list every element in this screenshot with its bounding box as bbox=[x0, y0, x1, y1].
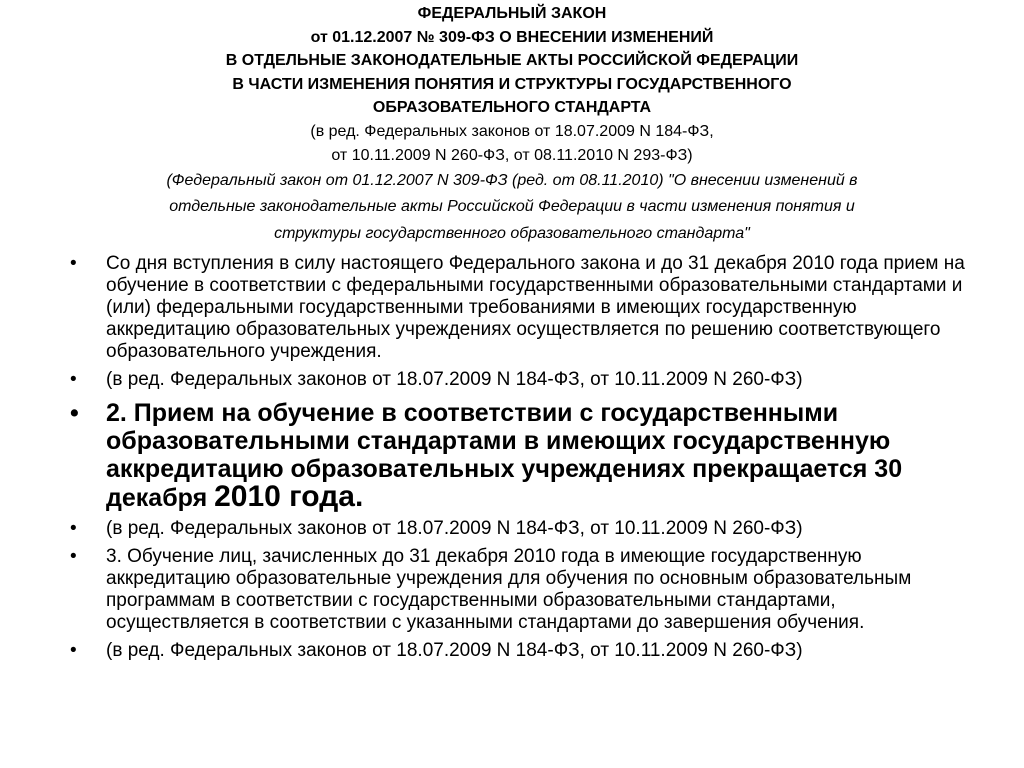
list-item-highlighted bbox=[0, 399, 1024, 512]
list-item bbox=[0, 640, 1024, 662]
revision-note-line-2: от 10.11.2009 N 260-ФЗ, от 08.11.2010 N 293-ФЗ) bbox=[331, 146, 693, 164]
document-header bbox=[20, 2, 1004, 247]
list-item-text: 2. Прием на обучение в соответствии с государственными образовательными стандартами в имеющих государственную аккредитацию образовательных учреждениях прекращается 30 декабря bbox=[106, 399, 903, 512]
list-item-text: 3. Обучение лиц, зачисленных до 31 декабря 2010 года в имеющие государственную аккредитацию образовательные учреждения для обучения по основным образовательным программам в соответствии с государственными образовательными стандартами, осуществляется в соответствии с указанными стандартами до завершения обучения. bbox=[106, 546, 912, 633]
list-item bbox=[0, 253, 1024, 363]
list-item bbox=[0, 518, 1024, 540]
citation-line-2: отдельные законодательные акты Российской Федерации в части изменения понятия и bbox=[169, 198, 855, 216]
list-item bbox=[0, 369, 1024, 391]
law-title-line-5: ОБРАЗОВАТЕЛЬНОГО СТАНДАРТА bbox=[372, 99, 652, 117]
list-item bbox=[0, 546, 1024, 634]
bullet-marker: • bbox=[70, 369, 77, 390]
law-title-line-3: В ОТДЕЛЬНЫЕ ЗАКОНОДАТЕЛЬНЫЕ АКТЫ РОССИЙСКОЙ ФЕДЕРАЦИИ bbox=[225, 52, 799, 70]
bullet-marker: • bbox=[70, 253, 77, 274]
list-item-text: (в ред. Федеральных законов от 18.07.2009 N 184-ФЗ, от 10.11.2009 N 260-ФЗ) bbox=[106, 640, 803, 661]
law-title: ФЕДЕРАЛЬНЫЙ ЗАКОН bbox=[417, 5, 607, 22]
bullet-marker: • bbox=[70, 640, 77, 661]
revision-note-line-1: (в ред. Федеральных законов от 18.07.2009 N 184-ФЗ, bbox=[310, 122, 714, 140]
bullet-marker: • bbox=[70, 399, 79, 427]
bullet-marker: • bbox=[70, 546, 77, 567]
citation-line-1: (Федеральный закон от 01.12.2007 N 309-ФЗ (ред. от 08.11.2010) "О внесении изменений в bbox=[166, 171, 858, 189]
list-item-text: (в ред. Федеральных законов от 18.07.2009 N 184-ФЗ, от 10.11.2009 N 260-ФЗ) bbox=[106, 369, 803, 390]
bullet-list bbox=[0, 253, 1024, 662]
bullet-marker: • bbox=[70, 518, 77, 539]
law-number-line: от 01.12.2007 № 309-ФЗ О ВНЕСЕНИИ ИЗМЕНЕНИЙ bbox=[310, 28, 714, 46]
law-title-line-4: В ЧАСТИ ИЗМЕНЕНИЯ ПОНЯТИЯ И СТРУКТУРЫ ГОСУДАРСТВЕННОГО bbox=[232, 75, 792, 93]
citation-line-3: структуры государственного образовательного стандарта" bbox=[274, 224, 750, 242]
list-item-text: (в ред. Федеральных законов от 18.07.2009 N 184-ФЗ, от 10.11.2009 N 260-ФЗ) bbox=[106, 518, 803, 539]
list-item-text: Со дня вступления в силу настоящего Федерального закона и до 31 декабря 2010 года прием на обучение в соответствии с федеральными государственными образовательными стандартами и (или) федеральными государственными требованиями в имеющих государственную аккредитацию образовательных учреждениях осуществляется по решению соответствующего образовательного учреждения. bbox=[106, 253, 965, 362]
list-item-emphasis: 2010 года. bbox=[214, 480, 364, 513]
